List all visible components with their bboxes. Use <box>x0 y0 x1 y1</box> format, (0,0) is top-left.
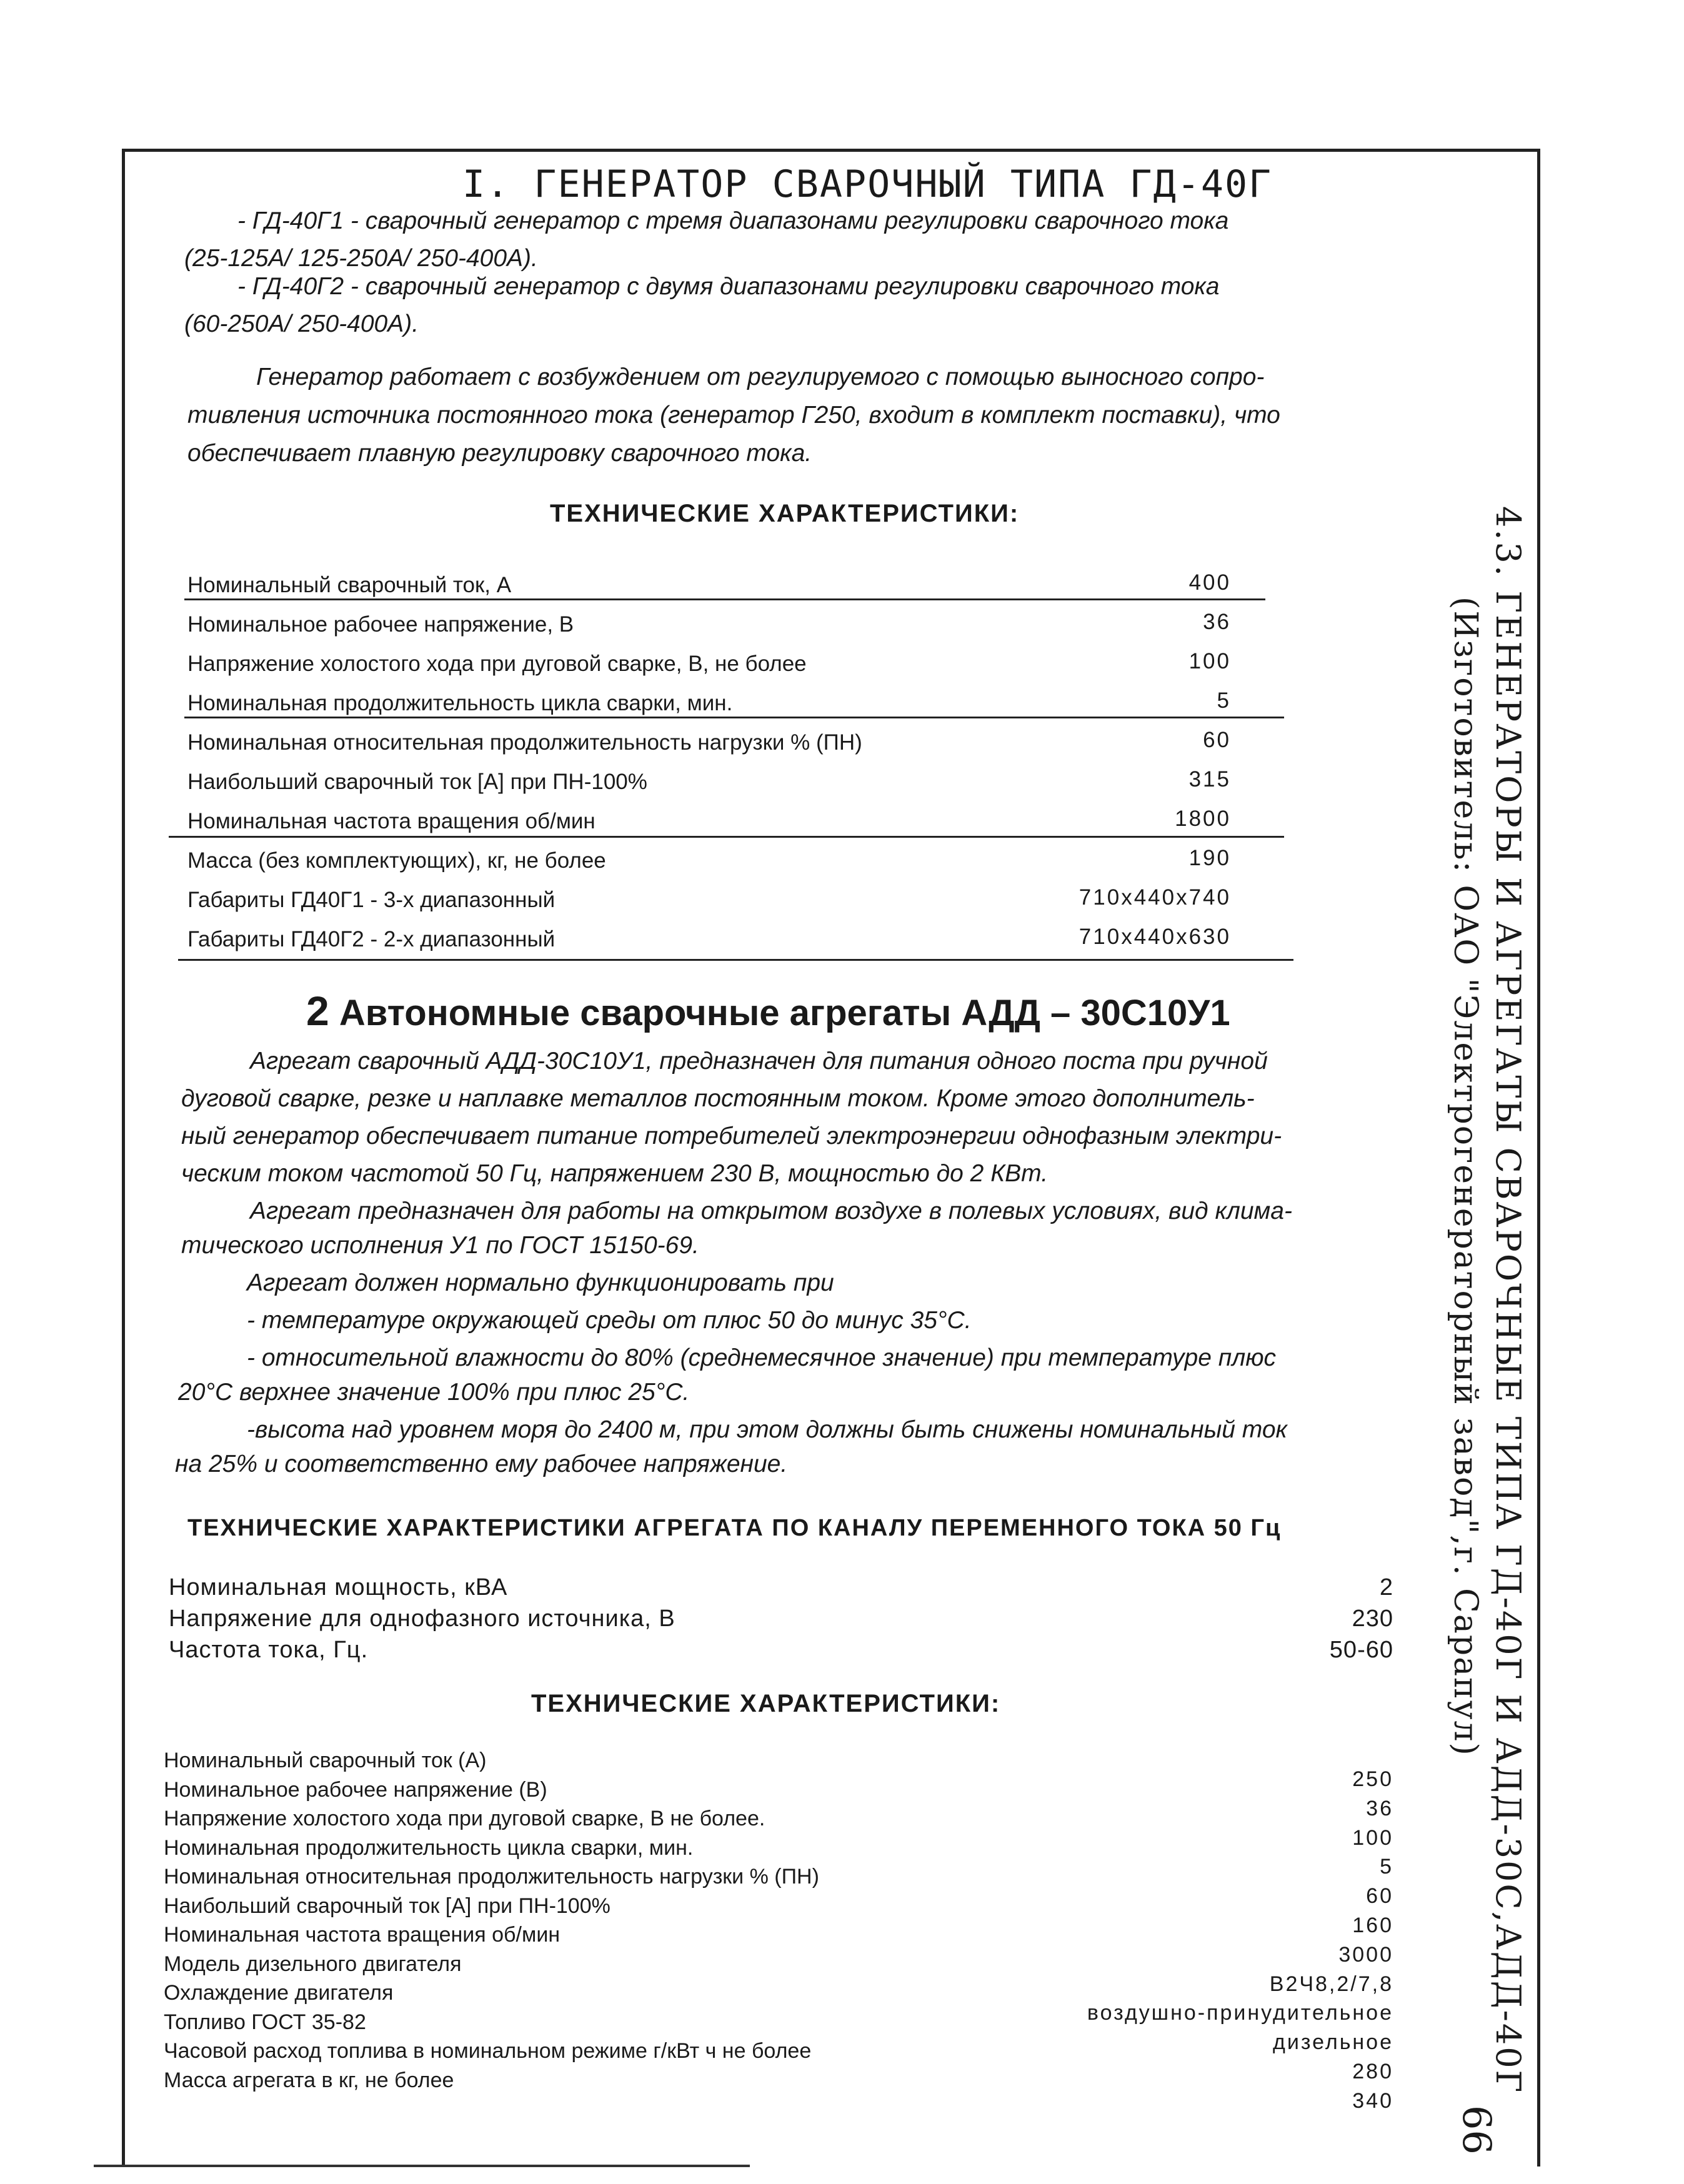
section2-line: - относительной влажности до 80% (среднемесячное значение) при температуре плюс <box>247 1344 1277 1371</box>
rule <box>184 717 1284 718</box>
spec-label: Габариты ГД40Г1 - 3-х диапазонный <box>187 888 556 912</box>
spec-label: Номинальное рабочее напряжение, В <box>187 612 574 637</box>
spec-value: 36 <box>1203 610 1231 634</box>
tech2-label: Часовой расход топлива в номинальном режиме г/кВт ч не более <box>164 2039 812 2063</box>
spec-row <box>181 723 1275 762</box>
spec-label: Масса (без комплектующих), кг, не более <box>187 848 606 873</box>
tech2-values <box>1087 1765 1393 2116</box>
section1-title: I. ГЕНЕРАТОР СВАРОЧНЫЙ ТИПА ГД-40Г <box>462 162 1273 206</box>
section2-line: ный генератор обеспечивает питание потребителей электроэнергии однофазным электри- <box>181 1123 1282 1149</box>
frame-left-border <box>122 149 125 2167</box>
tech2-label: Охлаждение двигателя <box>164 1981 394 2005</box>
frame-bottom-border <box>94 2165 750 2167</box>
spec-value: 190 <box>1188 846 1231 870</box>
section2-line: на 25% и соответственно ему рабочее напряжение. <box>175 1451 788 1477</box>
side-manufacturer: (Изготовитель: ОАО "Электрогенераторный завод",г. Сарапул) <box>1447 597 1484 1757</box>
spec-label: Номинальная частота вращения об/мин <box>187 809 595 833</box>
ac-spec-label: Частота тока, Гц. <box>169 1637 369 1663</box>
section2-line: Агрегат сварочный АДД-30С10У1, предназначен для питания одного поста при ручной <box>250 1048 1268 1075</box>
tech2-label: Напряжение холостого хода при дуговой сварке, В не более. <box>164 1807 765 1830</box>
spec-row <box>181 605 1275 644</box>
tech2-value: 340 <box>1352 2088 1393 2113</box>
tech2-label: Номинальная частота вращения об/мин <box>164 1923 561 1947</box>
tech2-label: Топливо ГОСТ 35-82 <box>164 2010 366 2034</box>
side-chapter-title: 4.3. ГЕНЕРАТОРЫ И АГРЕГАТЫ СВАРОЧНЫЕ ТИПА ГД-40Г И АДД-30С,АДД-40Г <box>1488 506 1528 2095</box>
section2-line: 20°С верхнее значение 100% при плюс 25°С. <box>178 1379 690 1406</box>
spec-value: 1800 <box>1175 807 1231 831</box>
ac-spec-value: 2 <box>1379 1574 1393 1601</box>
spec-row <box>181 644 1275 683</box>
rule <box>184 598 1265 600</box>
tech2-label: Модель дизельного двигателя <box>164 1952 462 1976</box>
spec-label: Номинальная продолжительность цикла сварки, мин. <box>187 691 733 715</box>
spec-row <box>181 920 1275 959</box>
ac-spec-row <box>169 1574 1393 1606</box>
tech2-value: В2Ч8,2/7,8 <box>1269 1972 1393 1996</box>
tech2-label: Номинальная относительная продолжительность нагрузки % (ПН) <box>164 1865 819 1889</box>
ac-spec-value: 230 <box>1352 1606 1393 1632</box>
frame-right-border <box>1537 149 1540 2167</box>
rule <box>178 959 1293 961</box>
spec-value: 710х440х630 <box>1079 925 1231 949</box>
ac-spec-row <box>169 1606 1393 1637</box>
section1-para3: обеспечивает плавную регулировку сварочного тока. <box>187 440 812 467</box>
tech2-value: воздушно-принудительное <box>1087 2001 1393 2025</box>
spec-value: 60 <box>1203 728 1231 752</box>
tech2-value: 36 <box>1366 1796 1393 1820</box>
section2-title <box>306 987 1230 1035</box>
tech2-label: Масса агрегата в кг, не более <box>164 2068 454 2092</box>
tech2-value: 60 <box>1366 1884 1393 1909</box>
section1-line2: (25-125А/ 125-250А/ 250-400А). <box>184 245 538 272</box>
ac-specs-heading: ТЕХНИЧЕСКИЕ ХАРАКТЕРИСТИКИ АГРЕГАТА ПО КАНАЛУ ПЕРЕМЕННОГО ТОКА 50 Гц <box>187 1515 1282 1541</box>
spec-value: 400 <box>1188 570 1231 595</box>
section1-line1: - ГД-40Г1 - сварочный генератор с тремя диапазонами регулировки сварочного тока <box>237 207 1229 234</box>
spec-value: 100 <box>1188 649 1231 673</box>
section1-line4: (60-250А/ 250-400А). <box>184 310 419 337</box>
spec-value: 710х440х740 <box>1079 885 1231 910</box>
spec-label: Наибольший сварочный ток [А] при ПН-100% <box>187 770 647 794</box>
spec-value: 5 <box>1217 688 1231 713</box>
tech2-value: 5 <box>1380 1855 1393 1879</box>
tech2-label: Наибольший сварочный ток [А] при ПН-100% <box>164 1894 610 1918</box>
spec-value: 315 <box>1188 767 1231 792</box>
section2-line: ческим током частотой 50 Гц, напряжением 230 В, мощностью до 2 КВт. <box>181 1160 1049 1187</box>
section2-line: тического исполнения У1 по ГОСТ 15150-69. <box>181 1232 699 1259</box>
ac-spec-label: Номинальная мощность, кВА <box>169 1574 508 1601</box>
ac-spec-label: Напряжение для однофазного источника, В <box>169 1606 675 1632</box>
ac-spec-row <box>169 1637 1393 1668</box>
tech2-value: 160 <box>1352 1913 1393 1937</box>
section1-para1: Генератор работает с возбуждением от регулируемого с помощью выносного сопро- <box>256 364 1265 390</box>
frame-top-border <box>122 149 1540 152</box>
spec-label: Номинальный сварочный ток, А <box>187 573 512 597</box>
tech2-value: дизельное <box>1273 2030 1393 2055</box>
tech2-value: 250 <box>1352 1767 1393 1791</box>
rule <box>169 836 1284 838</box>
tech2-label: Номинальный сварочный ток (А) <box>164 1749 487 1772</box>
section2-line: дуговой сварке, резке и наплавке металлов постоянным током. Кроме этого дополнитель- <box>181 1085 1255 1112</box>
spec-row <box>181 802 1275 841</box>
section2-line: Агрегат должен нормально функционировать при <box>247 1269 834 1296</box>
spec-label: Номинальная относительная продолжительность нагрузки % (ПН) <box>187 730 862 755</box>
section2-specs-heading: ТЕХНИЧЕСКИЕ ХАРАКТЕРИСТИКИ: <box>531 1690 1001 1717</box>
tech2-value: 3000 <box>1338 1942 1393 1967</box>
section2-line: - температуре окружающей среды от плюс 50 до минус 35°С. <box>247 1307 972 1334</box>
section1-spec-table <box>181 565 1275 959</box>
section1-para2: тивления источника постоянного тока (генератор Г250, входит в комплект поставки), что <box>187 402 1280 429</box>
section2-title-text: Автономные сварочные агрегаты АДД – 30С10У1 <box>339 993 1230 1033</box>
section1-specs-heading: ТЕХНИЧЕСКИЕ ХАРАКТЕРИСТИКИ: <box>550 500 1020 527</box>
section2-number: 2 <box>306 988 329 1034</box>
tech2-label: Номинальное рабочее напряжение (В) <box>164 1777 547 1802</box>
spec-row <box>181 880 1275 920</box>
ac-spec-value: 50-60 <box>1329 1637 1393 1663</box>
section2-line: Агрегат предназначен для работы на открытом воздухе в полевых условиях, вид клима- <box>250 1198 1292 1224</box>
section2-line: -высота над уровнем моря до 2400 м, при этом должны быть снижены номинальный ток <box>247 1416 1287 1443</box>
page-number: 66 <box>1454 2105 1500 2155</box>
tech2-labels <box>164 1746 976 2095</box>
tech2-value: 280 <box>1352 2059 1393 2083</box>
spec-row <box>181 841 1275 880</box>
tech2-value: 100 <box>1352 1825 1393 1850</box>
spec-row <box>181 762 1275 802</box>
spec-label: Габариты ГД40Г2 - 2-х диапазонный <box>187 927 556 951</box>
spec-label: Напряжение холостого хода при дуговой сварке, В, не более <box>187 652 807 676</box>
tech2-label: Номинальная продолжительность цикла сварки, мин. <box>164 1835 694 1860</box>
section1-line3: - ГД-40Г2 - сварочный генератор с двумя диапазонами регулировки сварочного тока <box>237 273 1220 300</box>
